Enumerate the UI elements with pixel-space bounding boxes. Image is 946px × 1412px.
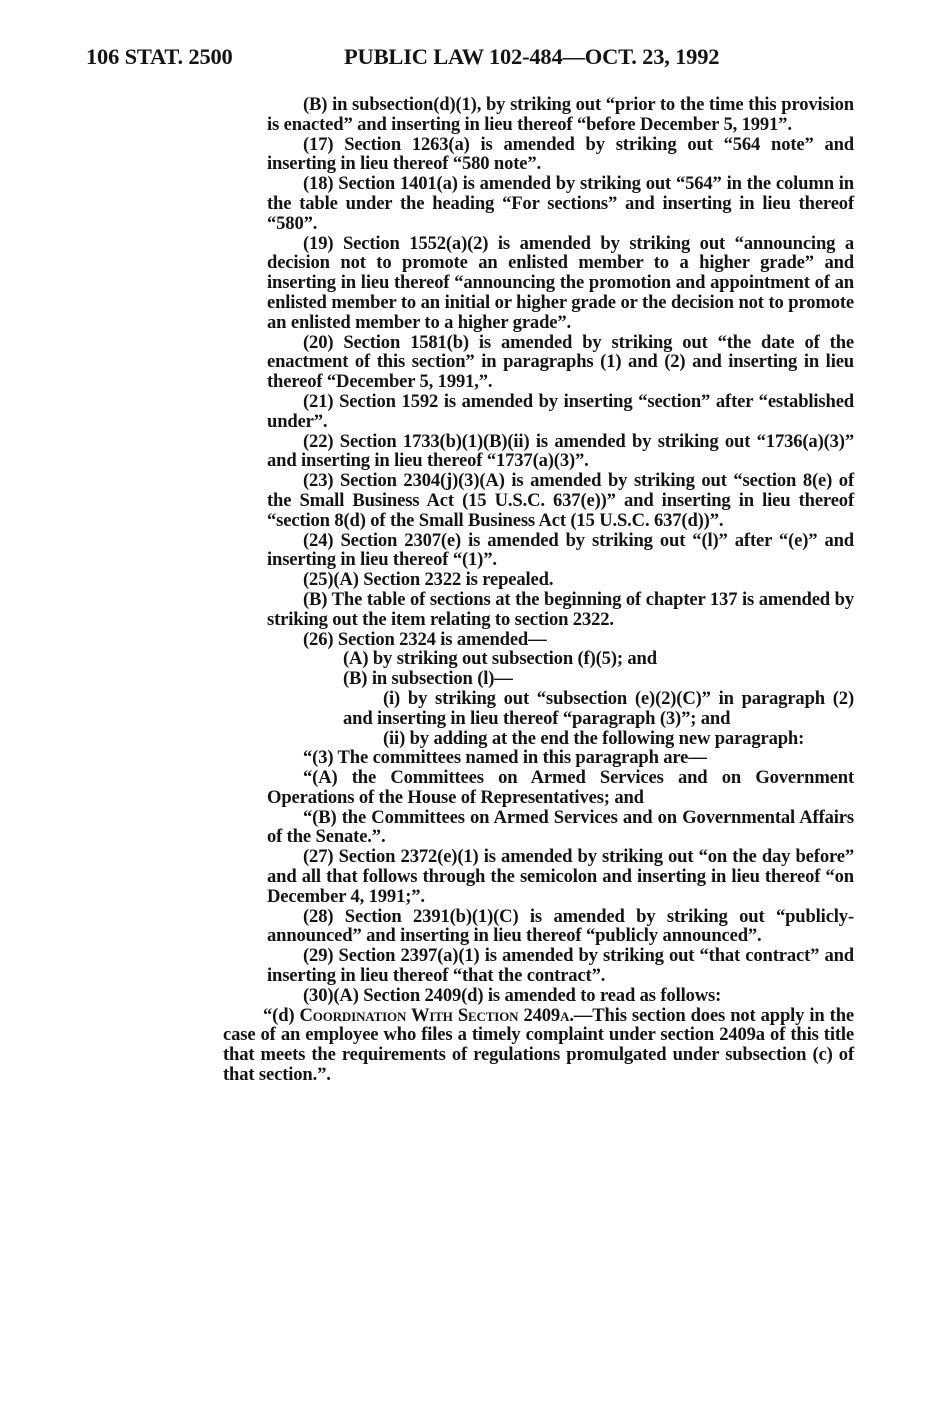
paragraph-b-subsection: (B) in subsection(d)(1), by striking out “prior to the time this provision is enacted” and inserting in lieu thereof “before December 5, 1991”. [267,94,854,135]
quoted-subsection-d-heading: Coordination With Section 2409a [299,1004,570,1026]
paragraph-24: (24) Section 2307(e) is amended by striking out “(l)” after “(e)” and inserting in lieu thereof “(1)”. [267,529,854,571]
law-title: PUBLIC LAW 102-484—OCT. 23, 1992 [344,44,720,69]
paragraph-19: (19) Section 1552(a)(2) is amended by striking out “announcing a decision not to promote an enlisted member to a higher grade” and inserting in lieu thereof “announcing the promotion and appointment of an enlisted member to an initial or higher grade or the decision not to promote an enlisted member to a higher grade”. [267,232,854,333]
quoted-subparagraph-b: “(B) the Committees on Armed Services and on Governmental Affairs of the Senate.”. [267,806,854,848]
quoted-subparagraph-a: “(A) the Committees on Armed Services and on Government Operations of the House of Representatives; and [267,767,854,808]
paragraph-29: (29) Section 2397(a)(1) is amended by striking out “that contract” and inserting in lieu thereof “that the contract”. [267,945,854,987]
paragraph-17: (17) Section 1263(a) is amended by striking out “564 note” and inserting in lieu thereof “580 note”. [267,133,854,175]
paragraph-26a: (A) by striking out subsection (f)(5); and [343,648,657,670]
paragraph-26b-ii: (ii) by adding at the end the following new paragraph: [383,727,805,749]
paragraph-23: (23) Section 2304(j)(3)(A) is amended by striking out “section 8(e) of the Small Business Act (15 U.S.C. 637(e))” and inserting in lieu thereof “section 8(d) of the Small Business Act (15 U.S.C. 637(d))”. [267,470,854,531]
paragraph-20: (20) Section 1581(b) is amended by striking out “the date of the enactment of this section” in paragraphs (1) and (2) and inserting in lieu thereof “December 5, 1991,”. [267,331,854,393]
page-reference: 106 STAT. 2500 [86,44,233,69]
paragraph-22: (22) Section 1733(b)(1)(B)(ii) is amended by striking out “1736(a)(3)” and inserting in lieu thereof “1737(a)(3)”. [267,430,854,472]
paragraph-25b: (B) The table of sections at the beginning of chapter 137 is amended by striking out the item relating to section 2322. [267,588,854,630]
paragraph-26b: (B) in subsection (l)— [343,668,513,690]
document-body [223,94,854,1086]
paragraph-25a: (25)(A) Section 2322 is repealed. [303,569,554,591]
quoted-paragraph-3: “(3) The committees named in this paragraph are— [303,747,707,769]
paragraph-18: (18) Section 1401(a) is amended by striking out “564” in the column in the table under the heading “For sections” and inserting in lieu thereof “580”. [267,173,854,234]
paragraph-26: (26) Section 2324 is amended— [303,628,547,650]
quoted-subsection-d-text: .—This section does not apply in the case of an employee who files a timely complaint under section 2409a of this title that meets the requirements of regulations promulgated under subsection (c) of that section.”. [223,1004,854,1086]
paragraph-21: (21) Section 1592 is amended by inserting “section” after “established under”. [267,390,854,432]
quoted-subsection-d [223,1006,854,1085]
quoted-subsection-d-lead: “(d) [263,1004,300,1026]
running-header [86,44,856,78]
paragraph-26b-i: (i) by striking out “subsection (e)(2)(C)” in paragraph (2) and inserting in lieu thereof “paragraph (3)”; and [343,687,854,729]
paragraph-27: (27) Section 2372(e)(1) is amended by striking out “on the day before” and all that follows through the semicolon and inserting in lieu thereof “on December 4, 1991;”. [267,846,854,907]
paragraph-30a: (30)(A) Section 2409(d) is amended to read as follows: [303,984,722,1006]
paragraph-28: (28) Section 2391(b)(1)(C) is amended by striking out “publicly-announced” and inserting in lieu thereof “publicly announced”. [267,905,854,947]
